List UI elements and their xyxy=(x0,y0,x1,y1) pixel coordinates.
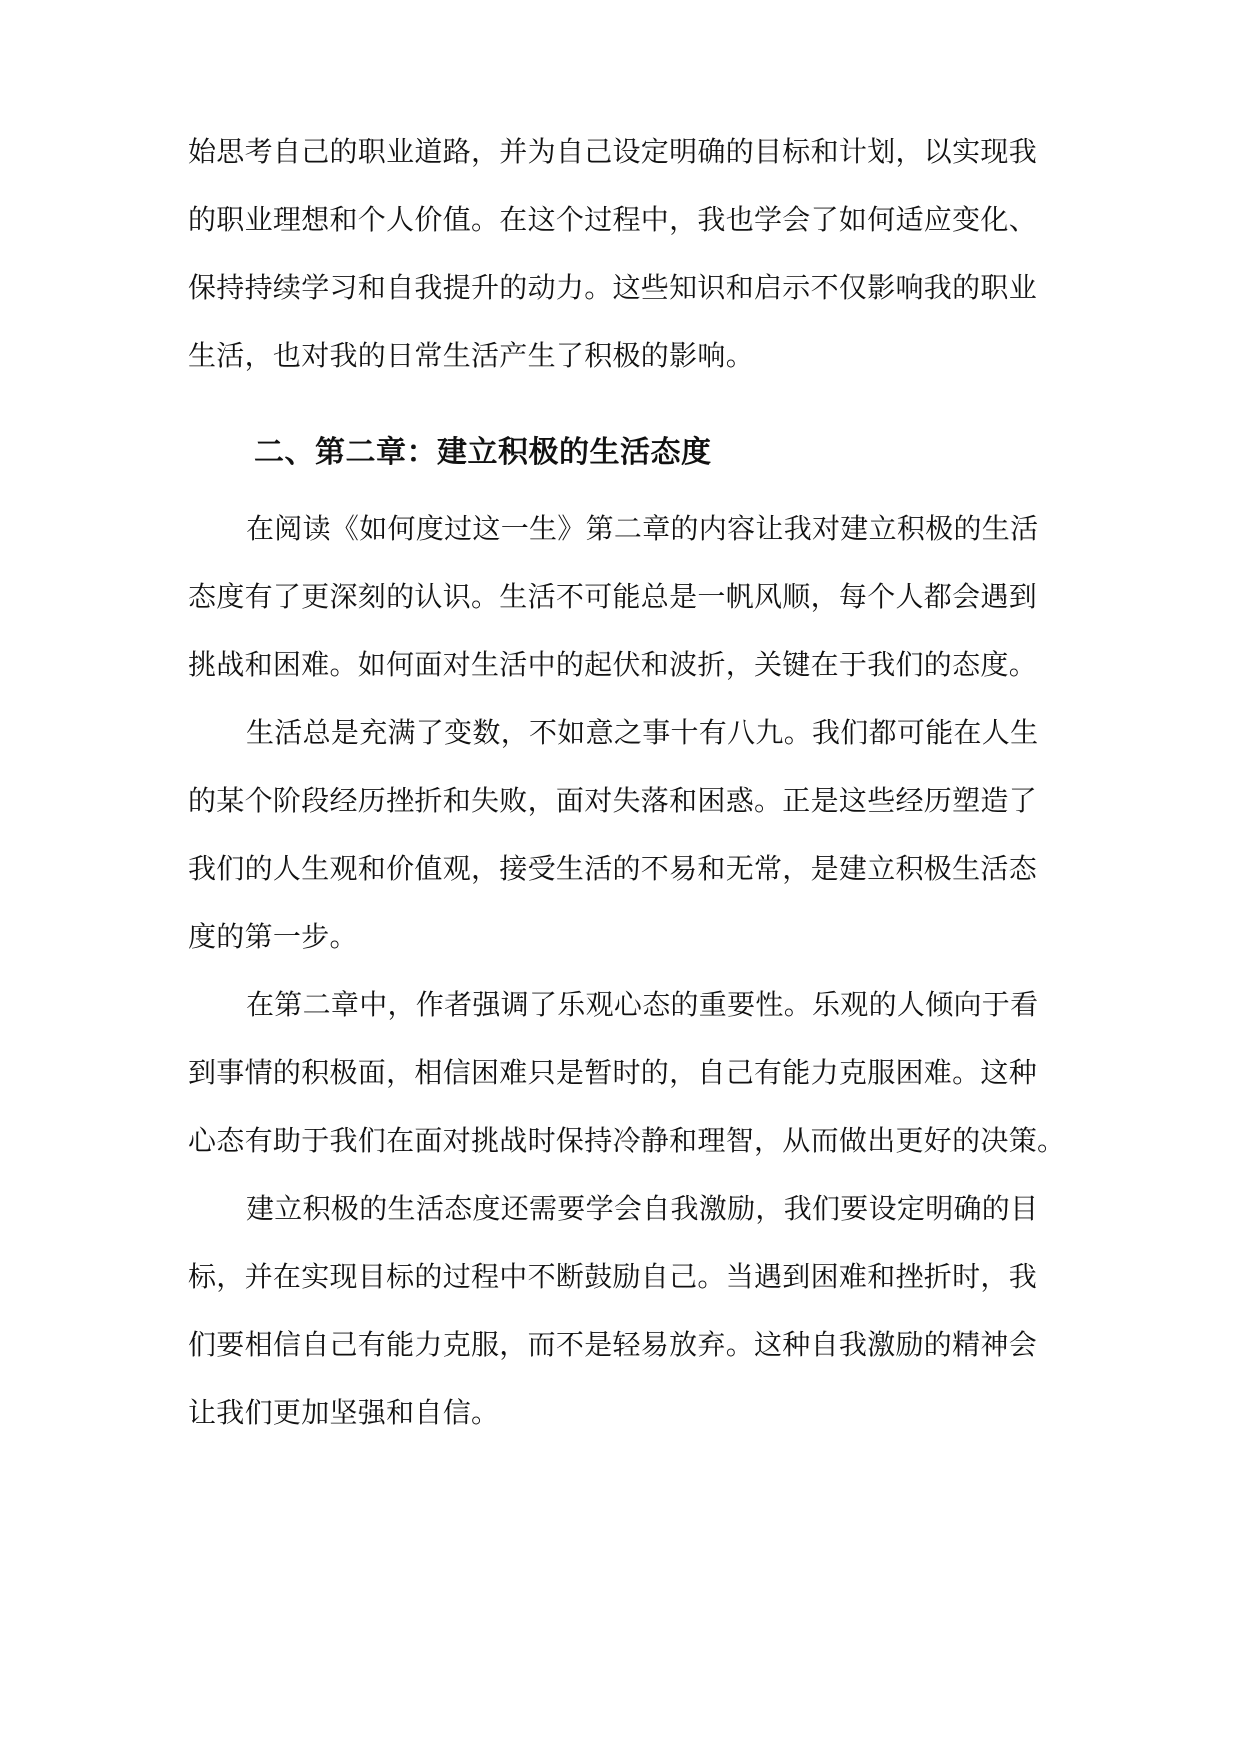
text-line: 始思考自己的职业道路，并为自己设定明确的目标和计划，以实现我 xyxy=(188,135,1038,168)
text-line: 标，并在实现目标的过程中不断鼓励自己。当遇到困难和挫折时，我 xyxy=(188,1260,1038,1293)
text-line: 挑战和困难。如何面对生活中的起伏和波折，关键在于我们的态度。 xyxy=(188,648,1038,681)
text-line: 在第二章中，作者强调了乐观心态的重要性。乐观的人倾向于看 xyxy=(246,988,1039,1021)
text-line: 建立积极的生活态度还需要学会自我激励，我们要设定明确的目 xyxy=(246,1192,1039,1225)
text-line: 态度有了更深刻的认识。生活不可能总是一帆风顺，每个人都会遇到 xyxy=(188,580,1038,613)
section-heading: 二、第二章：建立积极的生活态度 xyxy=(254,435,712,470)
text-line: 我们的人生观和价值观，接受生活的不易和无常，是建立积极生活态 xyxy=(188,852,1038,885)
text-line: 在阅读《如何度过这一生》第二章的内容让我对建立积极的生活 xyxy=(246,512,1039,545)
text-line: 生活，也对我的日常生活产生了积极的影响。 xyxy=(188,339,755,372)
text-line: 的某个阶段经历挫折和失败，面对失落和困惑。正是这些经历塑造了 xyxy=(188,784,1038,817)
text-line: 保持持续学习和自我提升的动力。这些知识和启示不仅影响我的职业 xyxy=(188,271,1038,304)
text-line: 心态有助于我们在面对挑战时保持冷静和理智，从而做出更好的决策。 xyxy=(188,1124,1066,1157)
text-line: 生活总是充满了变数，不如意之事十有八九。我们都可能在人生 xyxy=(246,716,1039,749)
text-line: 让我们更加坚强和自信。 xyxy=(188,1396,500,1429)
text-line: 的职业理想和个人价值。在这个过程中，我也学会了如何适应变化、 xyxy=(188,203,1038,236)
text-line: 们要相信自己有能力克服，而不是轻易放弃。这种自我激励的精神会 xyxy=(188,1328,1038,1361)
text-line: 度的第一步。 xyxy=(188,920,358,953)
text-line: 到事情的积极面，相信困难只是暂时的，自己有能力克服困难。这种 xyxy=(188,1056,1038,1089)
